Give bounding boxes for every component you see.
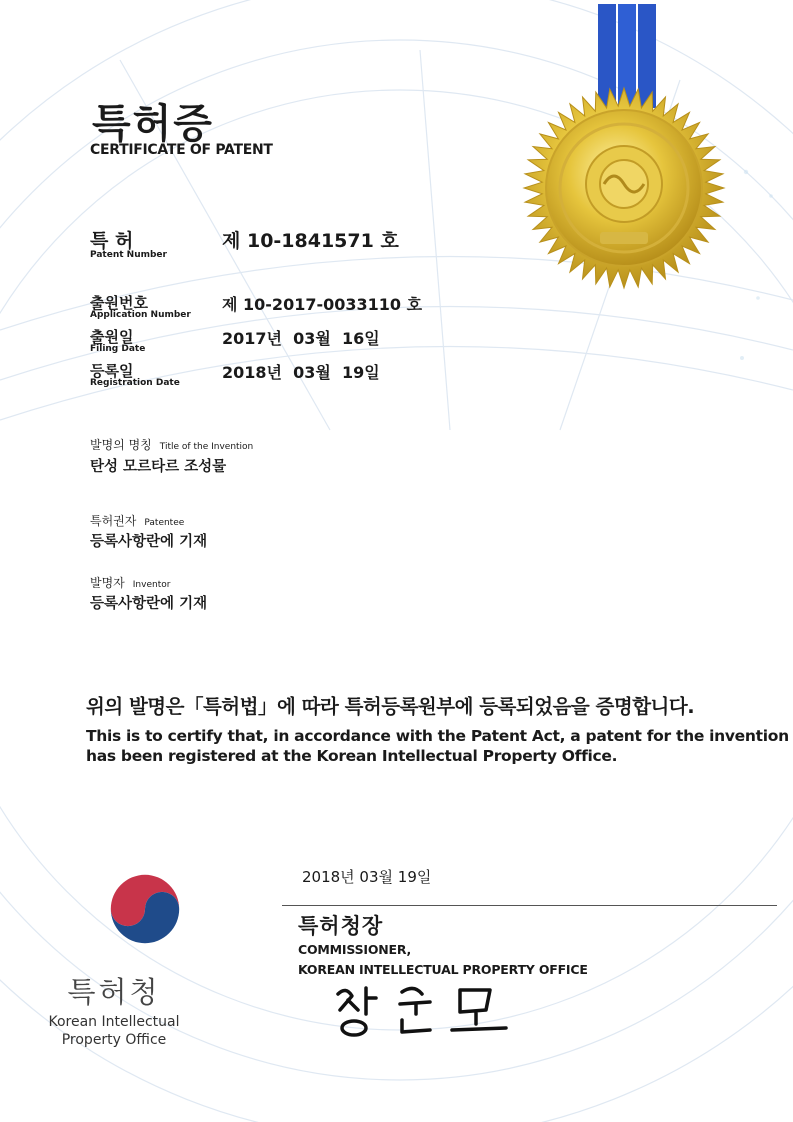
signature-divider [282, 905, 777, 906]
inventor-label: 발명자 [90, 576, 125, 590]
patent-number-value: 제 10-1841571 호 [222, 230, 399, 252]
patentee-label: 특허권자 [90, 514, 137, 528]
invention-title-value: 탄성 모르타르 조성물 [90, 459, 227, 475]
invention-title-label: 발명의 명칭 [90, 438, 152, 452]
korean-intellectual-property-office-logo-icon [100, 864, 190, 954]
certificate-title: 특허증 [92, 101, 214, 147]
gold-seal-icon [520, 0, 730, 290]
filing-date-value: 2017년 03월 16일 [222, 329, 380, 348]
certification-statement-korean: 위의 발명은「특허법」에 따라 특허등록원부에 등록되었음을 증명합니다. [86, 695, 695, 718]
application-number-label: 출원번호 [90, 294, 148, 312]
inventor-value: 등록사항란에 기재 [90, 596, 208, 612]
commissioner-title-english-line1: COMMISSIONER, [298, 942, 412, 957]
registration-date-value: 2018년 03월 19일 [222, 363, 380, 382]
blue-ribbon-icon [598, 4, 656, 108]
certification-statement-english-line1: This is to certify that, in accordance with the Patent Act, a patent for the invention [86, 727, 789, 745]
certificate-title-english: CERTIFICATE OF PATENT [90, 142, 273, 158]
handwritten-signature-icon [330, 980, 520, 1042]
filing-date-label-english: Filing Date [90, 344, 146, 354]
patentee-value: 등록사항란에 기재 [90, 534, 208, 550]
registration-date-label: 등록일 [90, 362, 134, 380]
certification-statement-english-line2: has been registered at the Korean Intellectual Property Office. [86, 747, 618, 765]
office-name-english-line1: Korean Intellectual [48, 1014, 180, 1030]
patent-number-label-english: Patent Number [90, 250, 167, 260]
commissioner-title-english-line2: KOREAN INTELLECTUAL PROPERTY OFFICE [298, 962, 588, 977]
office-name-korean: 특허청 [67, 975, 161, 1009]
inventor-heading [90, 572, 170, 591]
registration-date-label-english: Registration Date [90, 378, 180, 388]
inventor-label-english: Inventor [132, 580, 171, 590]
application-number-value: 제 10-2017-0033110 호 [222, 295, 423, 314]
filing-date-label: 출원일 [90, 328, 134, 346]
patent-number-label: 특 허 [90, 230, 134, 252]
invention-title-heading [90, 434, 253, 453]
patentee-heading [90, 510, 184, 529]
commissioner-title: 특허청장 [298, 914, 384, 938]
issue-date: 2018년 03월 19일 [302, 868, 432, 886]
patentee-label-english: Patentee [144, 518, 185, 528]
office-name-english-line2: Property Office [61, 1032, 167, 1048]
invention-title-label-english: Title of the Invention [159, 442, 254, 452]
application-number-label-english: Application Number [90, 310, 191, 320]
